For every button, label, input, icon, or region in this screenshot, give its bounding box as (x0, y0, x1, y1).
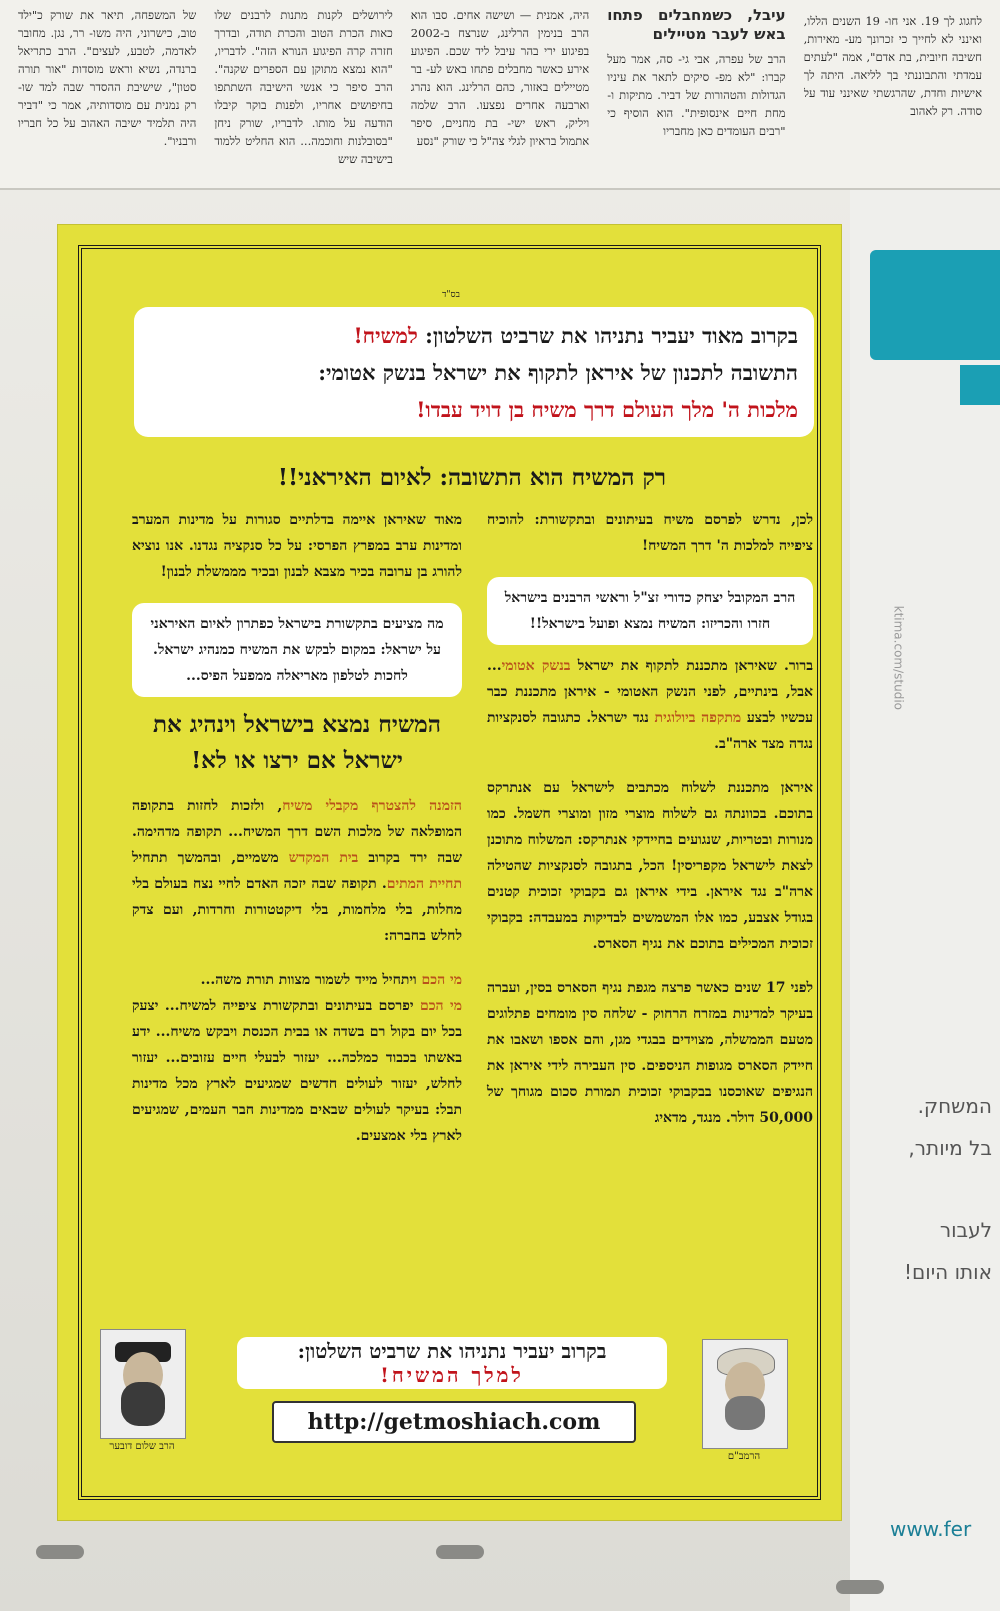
big-statement: המשיח נמצא בישראל וינהיג את ישראל אם ירצו או לא! (152, 711, 442, 774)
teal-logo-shape (960, 365, 1000, 405)
adjacent-page (850, 190, 1000, 1611)
intro-paragraph: לכן, נדרש לפרסם משיח בעיתונים ובתקשורת: להוכיח ציפייה למלכות ה' דרך המשיח! (487, 512, 813, 554)
binder-clip (436, 1545, 484, 1559)
website-url[interactable]: http://getmoshiach.com (272, 1401, 636, 1443)
highlight-span: הזמנה להצטרף (358, 798, 462, 814)
news-text: לחגוג לך 19. אני חו- 19 השנים הללו, ואינני לא לחייך כי זכרונך מע- מאירות, חשיבה חיובית, בת אדם", אמה "לעתים עמדתי והתבוננתי בך לליאה. היתה לך אישיות וחדת, שהרגשתי שאינני עוד על סודה. רק לאהוב (803, 14, 982, 118)
adjacent-line: אותו היום! (903, 1260, 992, 1284)
highlight-span: בנשק אטומי (501, 658, 571, 674)
news-text: של המשפחה, תיאר את שורק כ"ילד טוב, כישרוני, היה משו- רר, נגן. מחובר לאדמה, לטבע, לעצים". הרב כתריאל ברנדה, נשיא וראש מוסדות "אור תורה סטון", שישיבת ההסדר שבה למד שו- רק נמנית עם מוסדותיה, אמר כי "דביר היה תלמיד ישיבה האהוב על כל חבריו ורבניו". (17, 8, 197, 148)
news-text: הרב של עפרה, אבי גי- סה, אמר מעל קברו: "לא מפ- סיקים לתאר את עיניו הגדולות והטהורות של דביר. מתיקות ו- מחת חיים אינסופית". הוא הוסיף כי "רבים העומדים כאן מחבריו (607, 52, 786, 138)
moshiach-advertisement (58, 225, 841, 1520)
left-portrait-caption: הרב שלום דובער (109, 1441, 175, 1452)
adjacent-url: www.fer (890, 1517, 972, 1541)
highlight-span: מתקפה ביולוגית (654, 710, 742, 726)
adjacent-line: לעבור (939, 1218, 992, 1242)
news-column (18, 6, 196, 182)
highlight-span: מי הכם (421, 972, 462, 988)
bsd-mark: בס"ד (442, 290, 460, 300)
news-column (804, 6, 982, 182)
text-span: יפרסם בעיתונים ובתקשורת ציפייה למשיח... יצעק בכל יום בקול רם בשדה או בבית הכנסת ויבקש משיח... ידע באשתו בכבוד כמלכה... יעזור לבעלי חיים עזובים... יעזור לחלש, יעזור לעולים חדשים שמגיעים לארץ מכל מדינות תבל: בעיקר לעולים שבאים ממדינות חבר העמים, שמגיעים לארץ בלי אמצעים. (132, 998, 462, 1144)
right-portrait-caption: הרמב"ם (727, 1451, 761, 1462)
ad-right-column (487, 507, 813, 1149)
text-span: משמיים, ובהמשך תתחיל (132, 850, 289, 866)
highlight-span: בית המקדש (288, 850, 359, 866)
news-headline: עיבל, כשמחבלים פתחו באש לעבר מטיילים (607, 6, 786, 43)
highlight-span: תחיית המתים (386, 876, 462, 892)
text-span: ברור. שאיראן מתכננת לתקוף את ישראל (570, 658, 813, 674)
binder-clip (836, 1580, 884, 1594)
ad-border (78, 245, 821, 1500)
header-line (150, 391, 798, 428)
adjacent-text (872, 1085, 992, 1293)
header-line (150, 317, 798, 354)
quote-box: מה מציעים בתקשורת בישראל כפתרון לאיום האיראני על ישראל: במקום לבקש את המשיח כמנהיג ישראל. לחכות לטלפון מאריאלה ממפעל הפיס... (132, 603, 462, 697)
news-column (214, 6, 392, 182)
vertical-credit: ktima.com/studio (891, 605, 905, 710)
top-news-columns (0, 0, 1000, 190)
paragraph (132, 967, 462, 1149)
text-span: ... אבל, בינתיים, לפני הנשק האטומי - איראן מתכננת כבר עכשיו לבצע (487, 658, 813, 726)
header-text: בקרוב מאוד יעביר נתניהו את שרביט השלטון: (417, 323, 798, 348)
news-text: היה, אמנית — ושישה אחים. סבו הוא הרב בנימין הרלינג, שנרצח ב-2002 בפיגוע ירי בהר עיבל ליד שכם. הפיגוע אירע כאשר מחבלים פתחו באש לע- בר מטיילים באזור, כהם הרלינג. הוא נהרג וארבעה אחרים נפצעו. הרב שלמה ויליק, ראש ישי- בת מחניים, סיפר אתמול בראיון לגלי צה"ל כי שורק "נסע (410, 8, 590, 148)
text-span: ויתחיל מייד לשמור מצוות תורת משה... (200, 972, 422, 988)
header-line (150, 354, 798, 391)
paragraph: לפני 17 שנים כאשר פרצה מגפת נגיף הסארס בסין, ועברה בעיקר למדינות במזרח הרחוק - שלחה סין מומחים פתלוגים מטעם הממשלה, מצוידים בבגדי מגן, והם אספו ושאבו את חיידק הסארס מגופות הניספים. סין העבירה לידי איראן את הנגיפים שאוכסנו בבקבוקי זכוכית תמורת סכום מגוחך של 50,000 דולר. מנגד, מדאיג (487, 980, 813, 1126)
ad-left-column (132, 507, 462, 1167)
highlight-span: מקבלי משיח (282, 798, 359, 814)
beard-shape (725, 1396, 765, 1430)
paragraph: מאוד שאיראן איימה בדלתיים סגורות על מדינות המערב ומדינות ערב במפרץ הפרסי: על כל סנקציה נגדנו. אנו נוציא להורג בן ערובה בכיר מצבא לבנון ובכיר מממשלת לבנון! (132, 512, 462, 580)
paragraph: איראן מתכננת לשלוח מכתבים לישראל עם אנתרקס בתוכם. בכוונתה גם לשלוח מוצרי מזון ומוצרי חשמל. כמו מנורות ובטריות, שנגועים בחיידקי אנתרקס: המשלוח מתוכנן לצאת לישראל מקפריסין! הכל, בתגובה לסנקציות שהטילה ארה"ב נגד איראן. בידי איראן גם בקבוקי זכוכית קטנים בגודל אצבע, כמו אלו המשמשים לבדיקות במעבדה: בקבוקי זכוכית המכילים בתוכם את נגיף הסארס. (487, 780, 813, 952)
rabbi-portrait (100, 1329, 186, 1439)
news-column (607, 6, 785, 182)
binder-clip (36, 1545, 84, 1559)
ad-header-box (134, 307, 814, 437)
quote-box: הרב המקובל יצחק כדורי זצ"ל וראשי הרבנים בישראל חזרו והכריזו: המשיח נמצא ופועל בישראל!! (487, 577, 813, 645)
paragraph (132, 793, 462, 949)
text-span: . תקופה שבה יזכה האדם לחיי נצח בעולם בלי מחלות, בלי מלחמות, בלי דיקטטורות וחרדות, ועם צדק לחלש בחברה: (132, 876, 462, 944)
news-column (411, 6, 589, 182)
adjacent-line: המשחק. (917, 1094, 992, 1118)
header-highlight: מלכות ה' מלך העולם דרך משיח בן דויד עבדו! (416, 397, 798, 422)
highlight-span: מי הכם (419, 998, 462, 1014)
footer-box (237, 1337, 667, 1389)
header-text: התשובה לתכנון של איראן לתקוף את ישראל בנשק אטומי: (318, 360, 798, 385)
adjacent-line: בל מיותר, (908, 1136, 992, 1160)
paragraph (487, 653, 813, 757)
text-span: נגד ישראל. כתגובה לסנקציות נגדה מצד ארה"ב. (487, 710, 813, 752)
footer-line: בקרוב יעביר נתניהו את שרביט השלטון: (297, 1339, 607, 1363)
footer-highlight: למלך המשיח! (380, 1363, 524, 1387)
text-span: , ולזכות לחזות בתקופה המופלאה של מלכות השם דרך המשיח... תקופה מדהימה. שבה ירד בקרוב (132, 798, 462, 866)
beard-shape (121, 1382, 165, 1426)
main-heading: רק המשיח הוא התשובה: לאיום האיראני!! (277, 464, 667, 491)
header-highlight: למשיח! (353, 323, 418, 348)
news-text: לירושלים לקנות מתנות לרבנים שלו כאות הכרת הטוב והכרת תודה, ובדרך חזרה קרה הפיגוע הנורא הזה". לדבריו, "הוא נמצא מתוקן עם הספרים שקנה". הרב סיפר כי אנשי הישיבה השתתפו בחיפושים אחריו, ולפנות בוקר קיבלו הודעה על מותו. לדבריו, שורק ניחן "בסובלנות וחוכמה... הוא החליט ללמוד בישיבה שיש (214, 8, 393, 166)
rambam-portrait (702, 1339, 788, 1449)
teal-logo-shape (870, 250, 1000, 360)
